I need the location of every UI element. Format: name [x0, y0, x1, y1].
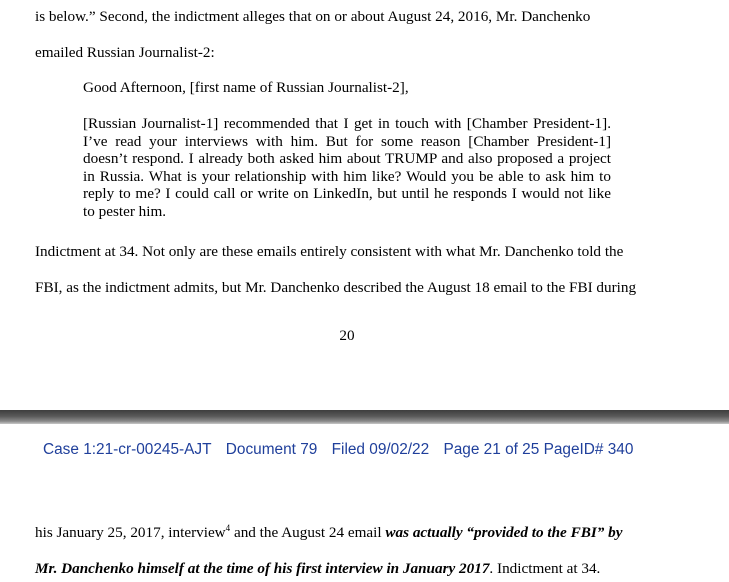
page-separator [0, 410, 729, 424]
footnote-ref[interactable]: 4 [225, 523, 231, 533]
document-number: Document 79 [225, 441, 318, 458]
page21-line-2 [35, 560, 600, 578]
body-line-4: FBI, as the indictment admits, but Mr. Danchenko described the August 18 email to the FBI during [35, 279, 637, 296]
body-line-3: Indictment at 34. Not only are these emails entirely consistent with what Mr. Danchenko told the [35, 243, 624, 260]
page21-line-1-text-a: his January 25, 2017, interview [35, 524, 226, 541]
page21-line-1 [35, 524, 622, 542]
filed-date: Filed 09/02/22 [331, 441, 430, 458]
page21-line-1-emphasis: was actually “provided to the FBI” by [385, 524, 623, 541]
page-id: Page 21 of 25 PageID# 340 [443, 441, 634, 458]
quoted-email-body: [Russian Journalist-1] recommended that I get in touch with [Chamber President-1]. I’ve read your interviews with him. But for some reason [Chamber President-1] doesn’t respond. I already both asked him about TRUMP and also proposed a project in Russia. What is your relationship with him like? Would you be able to ask him to reply to me? I could call or write on LinkedIn, but until he responds I would not like to pester him. [83, 115, 611, 220]
page21-line-2-emphasis: Mr. Danchenko himself at the time of his first interview in January 2017 [35, 560, 490, 577]
body-line-2: emailed Russian Journalist-2: [35, 44, 215, 61]
page21-line-2-text: . Indictment at 34. [489, 560, 601, 577]
page-number: 20 [339, 327, 355, 344]
page21-line-1-text-b: and the August 24 email [230, 524, 386, 541]
case-number: Case 1:21-cr-00245-AJT [43, 441, 212, 458]
body-line-1: is below.” Second, the indictment alleges that on or about August 24, 2016, Mr. Danchenko [35, 8, 591, 25]
case-header [43, 441, 633, 459]
quote-salutation: Good Afternoon, [first name of Russian Journalist-2], [83, 79, 409, 96]
